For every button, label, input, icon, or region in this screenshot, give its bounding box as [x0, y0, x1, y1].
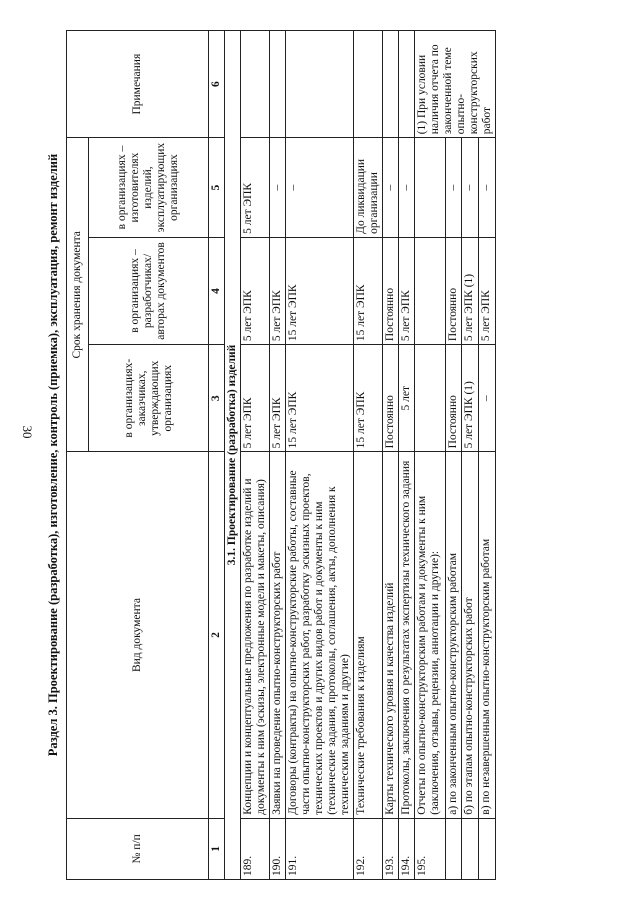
row-c3: 15 лет ЭПК [286, 345, 354, 452]
row-type: Технические требования к изделиям [354, 452, 383, 818]
header-term: Срок хранения документа [67, 138, 89, 452]
table-row [354, 31, 383, 880]
row-note [241, 31, 270, 138]
row-type: Договоры (контракты) на опытно-конструкторские работы, составные части опытно-конструкторских работ, разработку эскизных проектов, технических проектов и других видов работ и документы к ним (технические задания, протоколы, соглашения, акты, дополнения к техническим заданиям и другие) [286, 452, 354, 818]
row-type: Протоколы, заключения о результатах экспертизы технического задания [399, 452, 415, 818]
col-number: 4 [209, 237, 225, 344]
table-row [270, 31, 286, 880]
table-row [241, 31, 270, 880]
row-c4: 15 лет ЭПК [286, 237, 354, 344]
row-no [445, 818, 462, 879]
col-number: 1 [209, 818, 225, 879]
row-c5: – [445, 138, 462, 238]
section-title: Раздел 3. Проектирование (разработка), изготовление, контроль (приемка), эксплуатация, ремонт изделий [46, 153, 60, 757]
row-no: 195. [415, 818, 446, 879]
col-number: 5 [209, 138, 225, 238]
row-note [383, 31, 399, 138]
col-number: 2 [209, 452, 225, 818]
row-c5: – [286, 138, 354, 238]
row-c4: Постоянно [445, 237, 462, 344]
rotated-sheet [42, 30, 602, 880]
table-row [479, 31, 496, 880]
row-note [286, 31, 354, 138]
header-col5: в организациях – изготовителях изделий, эксплуатирующих организациях [89, 138, 209, 238]
header-type: Вид документа [67, 452, 209, 818]
row-c3: – [479, 345, 496, 452]
row-type: Карты технического уровня и качества изделий [383, 452, 399, 818]
row-c4: Постоянно [383, 237, 399, 344]
row-type: в) по незавершенным опытно-конструкторским работам [479, 452, 496, 818]
row-c3: 5 лет ЭПК (1) [462, 345, 479, 452]
row-c3: Постоянно [383, 345, 399, 452]
row-note [354, 31, 383, 138]
row-c4: 15 лет ЭПК [354, 237, 383, 344]
row-type: а) по законченным опытно-конструкторским работам [445, 452, 462, 818]
row-no: 190. [270, 818, 286, 879]
row-no: 192. [354, 818, 383, 879]
table-row [415, 31, 446, 880]
header-col3: в организациях-заказчиках, утверждающих организациях [89, 345, 209, 452]
row-c5: – [383, 138, 399, 238]
header-no: № п/п [67, 818, 209, 879]
table-row [399, 31, 415, 880]
row-c4 [415, 237, 446, 344]
row-c5: – [270, 138, 286, 238]
row-c3 [415, 345, 446, 452]
row-c5: – [462, 138, 479, 238]
row-no [462, 818, 479, 879]
header-note: Примечания [67, 31, 209, 138]
row-c4: 5 лет ЭПК [399, 237, 415, 344]
row-type: Отчеты по опытно-конструкторским работам и документы к ним (заключения, отзывы, рецензии, аннотации и другие): [415, 452, 446, 818]
row-no [479, 818, 496, 879]
page-number: 30 [20, 425, 35, 439]
row-type: Заявки на проведение опытно-конструкторских работ [270, 452, 286, 818]
row-c5: – [399, 138, 415, 238]
row-no: 191. [286, 818, 354, 879]
col-number: 6 [209, 31, 225, 138]
row-c4: 5 лет ЭПК [270, 237, 286, 344]
row-note [270, 31, 286, 138]
row-c4: 5 лет ЭПК (1) [462, 237, 479, 344]
retention-table [66, 30, 496, 880]
row-c5: – [479, 138, 496, 238]
row-c5: До ликвидации организации [354, 138, 383, 238]
table-row [462, 31, 479, 880]
row-c4: 5 лет ЭПК [241, 237, 270, 344]
row-c4: 5 лет ЭПК [479, 237, 496, 344]
row-no: 189. [241, 818, 270, 879]
subsection-title: 3.1. Проектирование (разработка) изделий [225, 31, 241, 880]
row-c3: 5 лет ЭПК [270, 345, 286, 452]
table-row [383, 31, 399, 880]
row-c3: 15 лет ЭПК [354, 345, 383, 452]
row-type: б) по этапам опытно-конструкторских работ [462, 452, 479, 818]
row-type: Концепции и концептуальные предложения по разработке изделий и документы к ним (эскизы, электронные модели и макеты, описания) [241, 452, 270, 818]
row-no: 194. [399, 818, 415, 879]
row-c3: 5 лет [399, 345, 415, 452]
row-c5: 5 лет ЭПК [241, 138, 270, 238]
row-note: (1) При условии наличия отчета по законченной теме опытно-конструкторских работ [415, 31, 496, 138]
col-number: 3 [209, 345, 225, 452]
row-note [399, 31, 415, 138]
row-no: 193. [383, 818, 399, 879]
header-col4: в организациях – разработчиках/авторах документов [89, 237, 209, 344]
row-c3: 5 лет ЭПК [241, 345, 270, 452]
row-c5 [415, 138, 446, 238]
row-c3: Постоянно [445, 345, 462, 452]
table-row [445, 31, 462, 880]
table-row [286, 31, 354, 880]
